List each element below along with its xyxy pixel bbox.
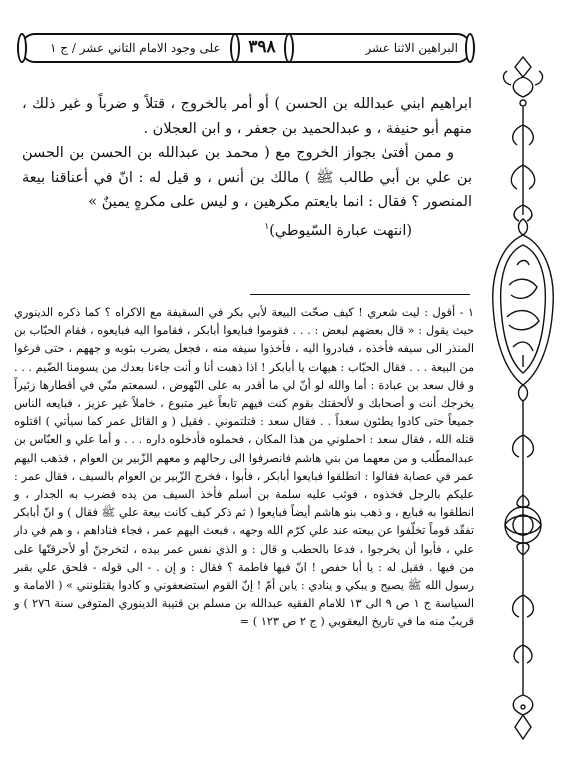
- footnote-text: ١ - أقول : ليت شعري ! كيف صحّت البيعة لأبي بكر في السقيفة مع الاكراه ؟ كما ذكره الدينوري حيث يقول : « قال بعضهم لبعض : . . . فقوموا فبايعوا أبابكر ، فقاموا اليه فبايعوه ، فقام الحبّاب بن المنذر الى سيفه فأخذه ، فبادروا اليه ، فأخذوا سيفه منه ، فجعل يضرب بثوبه و جههم ، حتى فرغوا من البيعة . . . فقال الحبّاب : هيهات يا أبابكر ! اذا ذهبت أنا و أنت جاءنا بعدك من يسومنا الضّيم . . . و قال سعد بن عبادة : أما والله لو أنّ لي ما أقدر به على النّهوض ، لسمعتم منّي في أقطارها زئيراً يخرجك أنت و أصحابك و لألحقتك بقوم كنت فيهم تابعاً غير متبوع ، خاملاً غير عزيز ، فبايعه الناس جميعاً حتى كادوا يطئون سعداً . . فقال سعد : قتلتموني . فقيل ( و القائل عمر كما سيأتي ) اقتلوه قتله الله ، فقال سعد : احملوني من هذا المكان ، فحملوه فأدخلوه داره . . . و أما علي و العبّاس بن عبدالمطّلب و من معهما من بني هاشم فانصرفوا الى رحالهم و معهم الزّبير بن العوام ، فذهب اليهم عمر في عصابة فقالوا : انطلقوا فبايعوا أبابكر ، فأبوا ، فخرج الزّبير بن العوام بالسيف ، فقال عمر : عليكم بالرجل فخذوه ، فوثب عليه سلمة بن أسلم فأخذ السيف من يده فضرب به الجدار ، و انطلقوا به فبايع ، و ذهب بنو هاشم أيضاً فبايعوا ( ثم ذكر كيف كانت بيعة علي ﷺ فقال ) و انّ أبابكر تفقّد قوماً تخلّفوا عن بيعته عند علي كرّم الله وجهه ، فبعث اليهم عمر ، فجاء فناداهم ، و هم في دار علي ، فأبوا أن يخرجوا ، فدعا بالحطب و قال : و الذي نفس عمر بيده ، لتخرجنّ أو لأحرقنّها على من فيها . فقيل له : يا أبا حفص ! انّ فيها فاطمة ؟ فقال : و إن . - الى قوله - فلحق علي بقبر رسول الله ﷺ يصيح و يبكي و ينادي : يابن أمّ ! إنّ القوم استضعفوني و كادوا يقتلونني » ( الامامة و السياسة ج ١ ص ٩ الى ١٣ للامام الفقيه عبدالله بن مسلم بن قتيبة الدينوري المتوفى سنة ٢٧٦ ) و قريبٌ منه ما في تاريخ اليعقوبي ( ج ٢ ص ١٢٣ ) =: [14, 306, 474, 629]
- main-paragraph-3: [22, 215, 472, 243]
- footnote-separator: [250, 294, 470, 295]
- footnote: [14, 304, 474, 632]
- footnote-reference: ١: [264, 221, 270, 232]
- main-paragraph-2: و ممن أفتىٰ بجواز الخروج مع ( محمد بن عبدالله بن الحسن بن الحسن بن علي بن أبي طالب ﷺ ) مالك بن أنس ، و قيل له : انّ في أعناقنا بيعة المنصور ؟ فقال : انما بايعتم مكرهين ، و ليس على مكرهٍ يمينٌ »: [22, 145, 472, 210]
- floral-ornament-icon: [483, 55, 563, 745]
- main-text: [22, 92, 472, 243]
- page-number: ٣٩٨: [248, 37, 276, 57]
- header-right-cap: [465, 33, 475, 63]
- ornamental-border: [483, 55, 563, 745]
- main-paragraph-1: ابراهيم ابني عبدالله بن الحسن ) أو أمر بالخروج ، قتلاً و ضرباً و غير ذلك ، منهم أبو حنيفة ، و عبدالحميد بن جعفر ، و ابن العجلان .: [22, 96, 472, 137]
- quote-source: (انتهت عبارة السّيوطي): [269, 222, 412, 239]
- page-header: [20, 33, 472, 63]
- chapter-title: على وجود الامام الثاني عشر / ج ١: [50, 41, 221, 55]
- book-title: البراهين الاثنا عشر: [365, 41, 458, 55]
- header-left-cap: [17, 33, 27, 63]
